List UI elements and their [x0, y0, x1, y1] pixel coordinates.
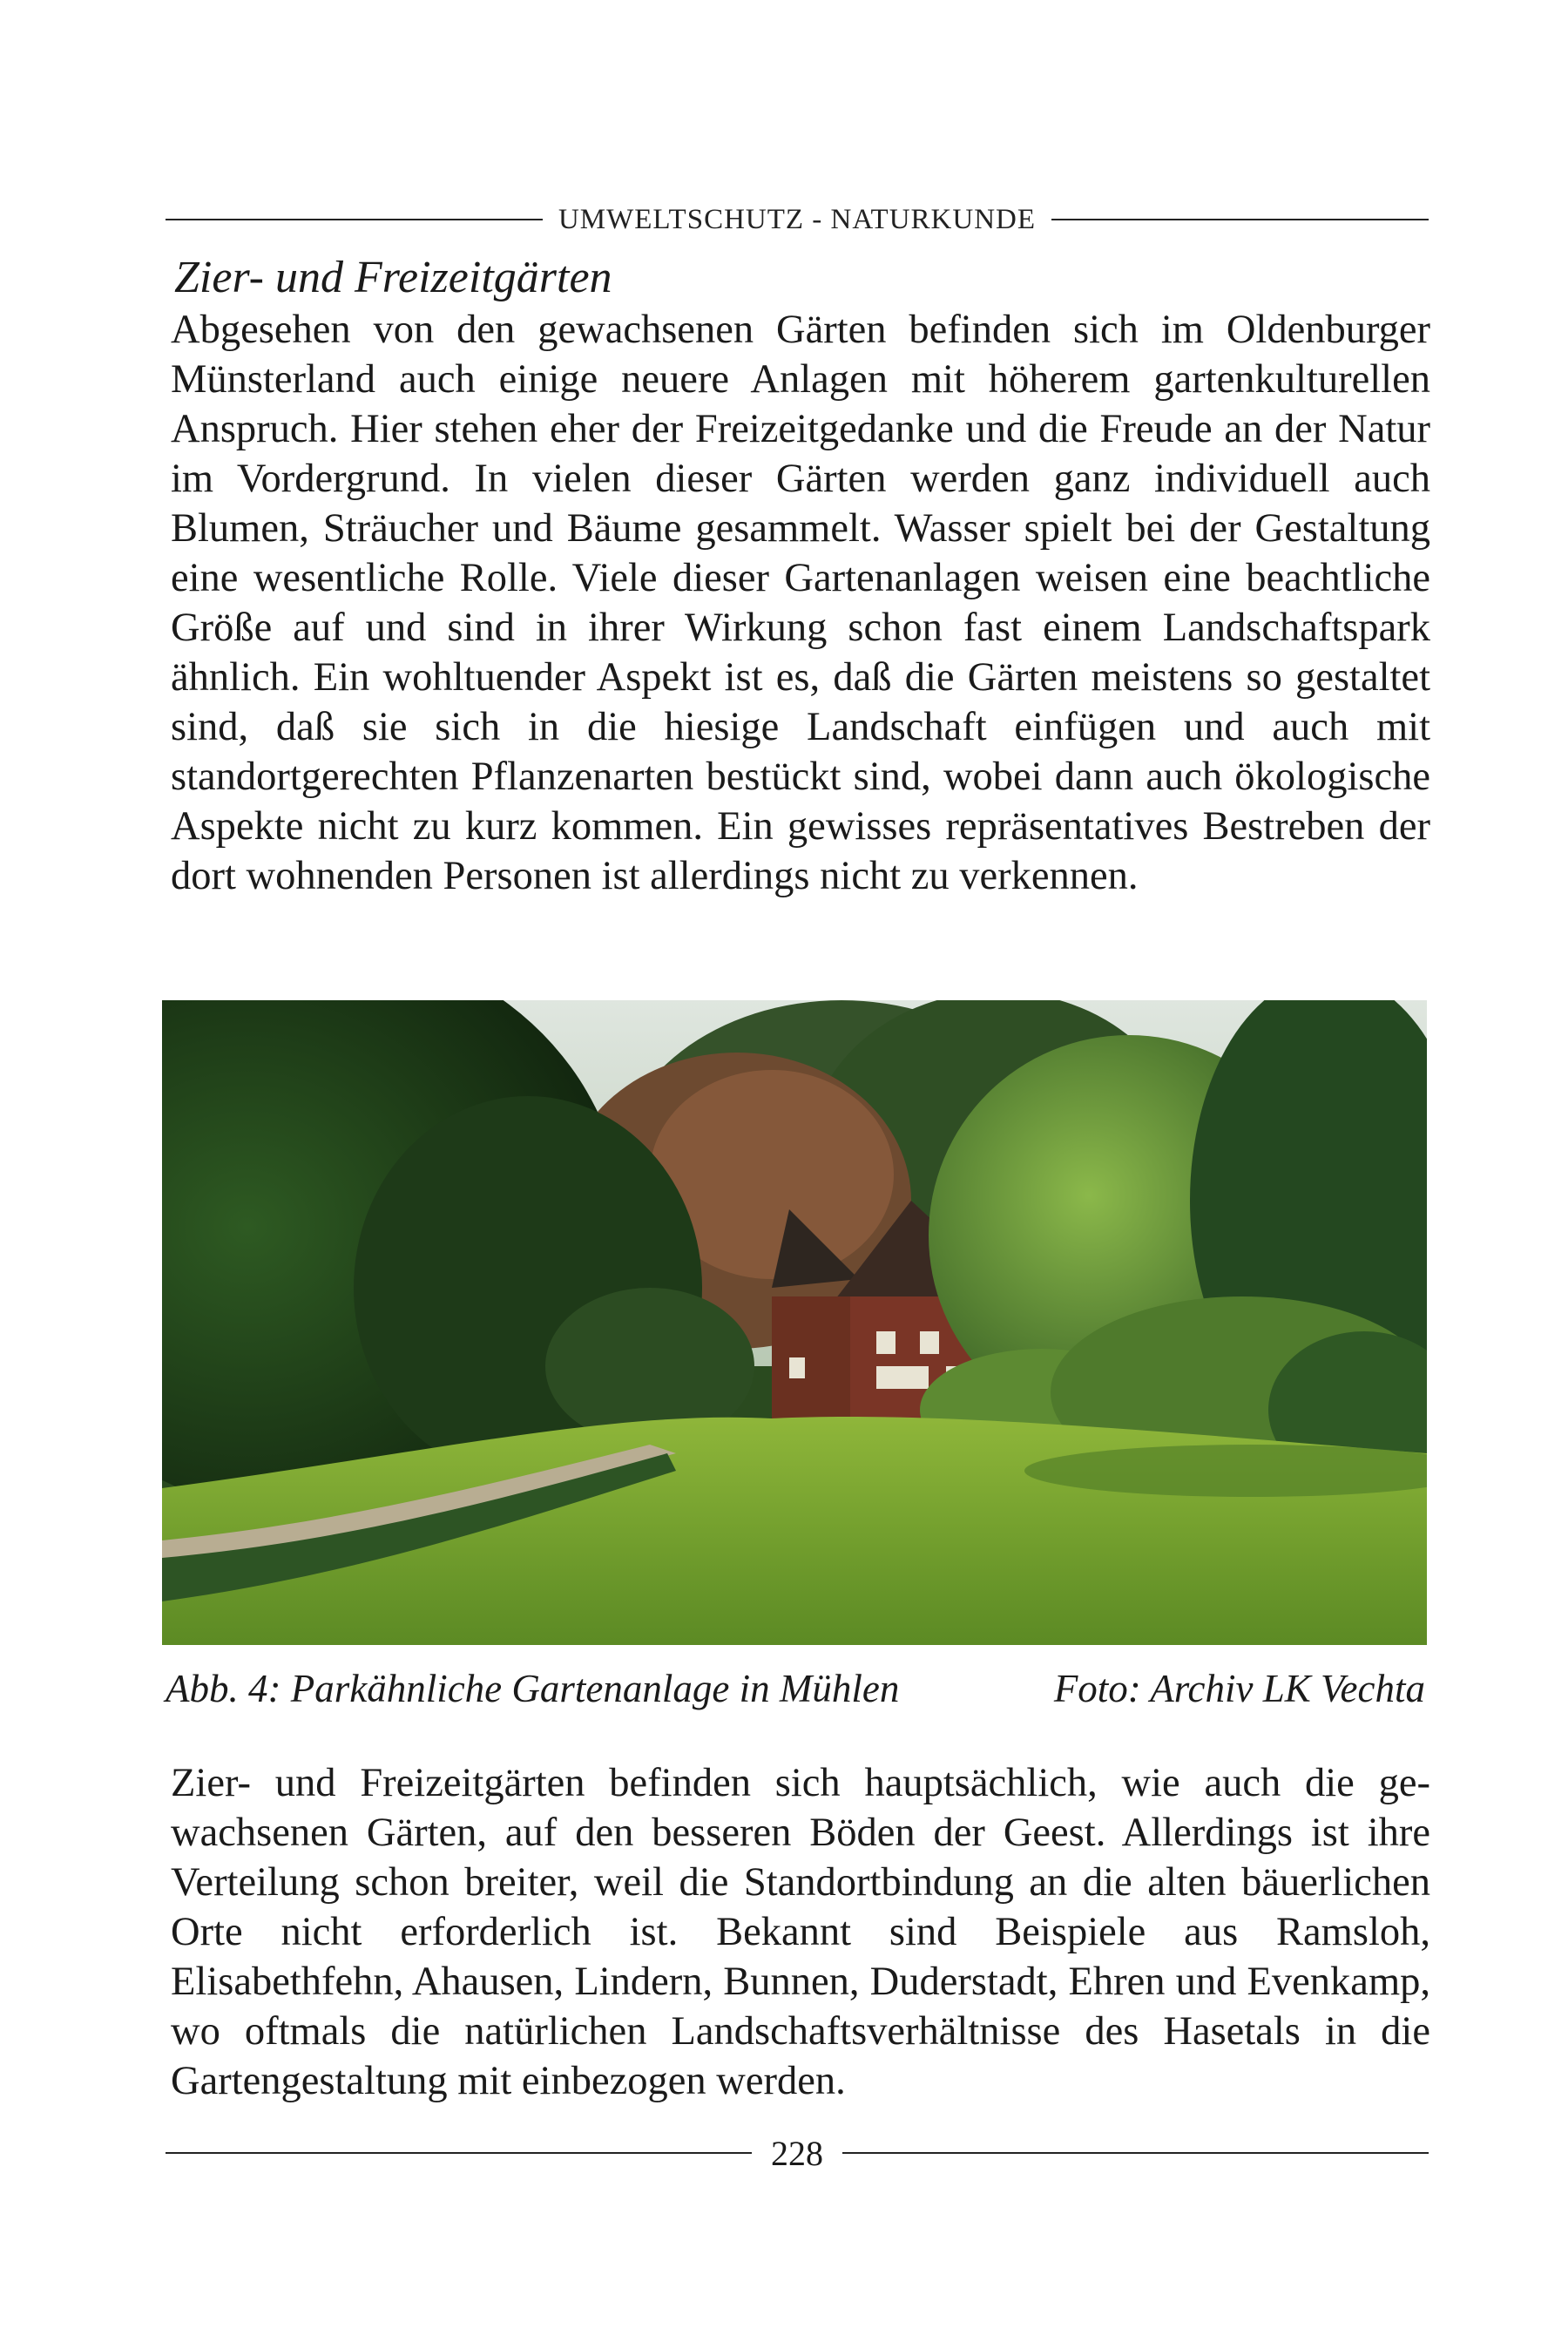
header-rule-left	[166, 219, 543, 220]
garden-photo	[162, 1000, 1427, 1645]
footer-rule-right	[842, 2152, 1429, 2154]
section-title: Zier- und Freizeitgärten	[174, 253, 612, 302]
figure-caption: Abb. 4: Parkähnliche Gartenanlage in Mühlen	[166, 1667, 900, 1710]
running-header-title: UMWELTSCHUTZ - NATURKUNDE	[558, 203, 1037, 235]
paragraph-first: Abgesehen von den gewachsenen Gärten befinden sich im Oldenburger Münsterland auch einige neuere Anlagen mit höherem gartenkulturellen Anspruch. Hier stehen eher der Freizeitgedanke und die Freude an der Natur im Vordergrund. In vielen dieser Gärten werden ganz individuell auch Blumen, Sträucher und Bäume gesammelt. Wasser spielt bei der Gestaltung eine wesentliche Rolle. Viele dieser Gartenanlagen weisen eine beachtliche Größe auf und sind in ihrer Wirkung schon fast einem Landschaftspark ähnlich. Ein wohltuender Aspekt ist es, daß die Gärten meistens so gestaltet sind, daß sie sich in die hiesige Landschaft einfügen und auch mit standortgerechten Pflanzenarten bestückt sind, wobei dann auch ökologische Aspekte nicht zu kurz kommen. Ein gewisses repräsentatives Bestreben der dort wohnenden Personen ist allerdings nicht zu verkennen.	[171, 308, 1430, 898]
footer-rule-left	[166, 2152, 752, 2154]
header-rule-right	[1051, 219, 1429, 220]
page-footer	[166, 2133, 1429, 2173]
running-header	[166, 202, 1429, 237]
paragraph-second: Zier- und Freizeitgärten befinden sich hauptsächlich, wie auch die gewachsenen Gärten, auf den besseren Böden der Geest. Allerdings ist ihre Verteilung schon breiter, weil die Standortbindung an die alten bäuerlichen Orte nicht erforderlich ist. Bekannt sind Beispiele aus Ramsloh, Elisabethfehn, Ahausen, Lindern, Bunnen, Duderstadt, Ehren und Evenkamp, wo oftmals die natürlichen Landschaftsverhältnisse des Hasetals in die Gartengestaltung mit einbezogen werden.	[171, 1761, 1430, 2103]
page-number: 228	[771, 2133, 823, 2173]
figure-credit: Foto: Archiv LK Vechta	[1053, 1667, 1425, 1710]
